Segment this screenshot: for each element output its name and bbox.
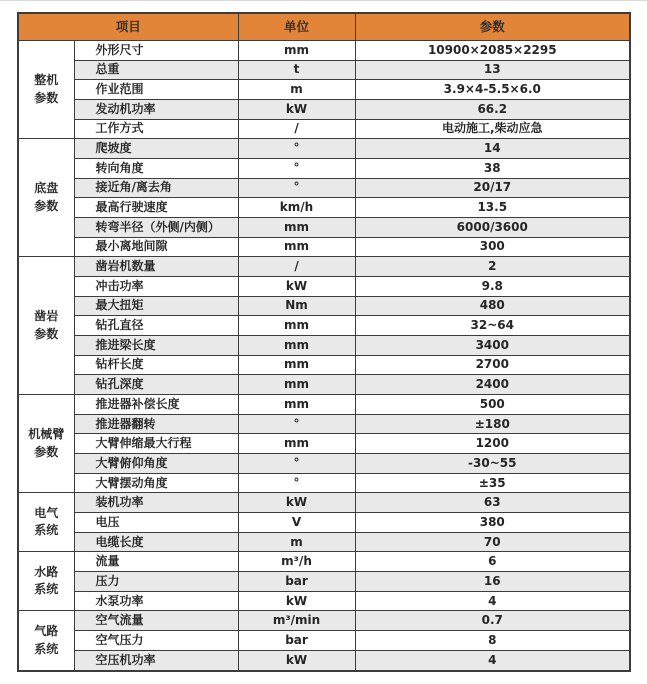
item-cell: 外形尺寸 <box>74 41 238 61</box>
value-cell: 2700 <box>355 355 630 375</box>
unit-cell: mm <box>238 218 355 238</box>
group-label: 底盘 参数 <box>18 139 74 257</box>
group-label: 气路 系统 <box>18 611 74 671</box>
value-cell: 38 <box>355 159 630 179</box>
table-row <box>18 572 630 592</box>
value-cell: 500 <box>355 395 630 415</box>
item-cell: 爬坡度 <box>74 139 238 159</box>
value-cell: 8 <box>355 631 630 651</box>
value-cell: 480 <box>355 296 630 316</box>
value-cell: 9.8 <box>355 277 630 297</box>
table-row <box>18 336 630 356</box>
unit-cell: mm <box>238 237 355 257</box>
value-cell: 63 <box>355 493 630 513</box>
table-row <box>18 473 630 493</box>
item-cell: 空气流量 <box>74 611 238 631</box>
unit-cell: kW <box>238 591 355 611</box>
table-row <box>18 257 630 277</box>
value-cell: 1200 <box>355 434 630 454</box>
value-cell: 10900×2085×2295 <box>355 41 630 61</box>
unit-cell: kW <box>238 493 355 513</box>
table-row <box>18 434 630 454</box>
table-row <box>18 218 630 238</box>
value-cell: 3.9×4-5.5×6.0 <box>355 80 630 100</box>
item-cell: 钻孔深度 <box>74 375 238 395</box>
item-cell: 工作方式 <box>74 119 238 139</box>
unit-cell: ° <box>238 178 355 198</box>
value-cell: 20/17 <box>355 178 630 198</box>
unit-cell: m³/h <box>238 552 355 572</box>
value-cell: 6 <box>355 552 630 572</box>
table-row <box>18 414 630 434</box>
value-cell: 70 <box>355 532 630 552</box>
unit-cell: mm <box>238 434 355 454</box>
unit-cell: ° <box>238 139 355 159</box>
item-cell: 装机功率 <box>74 493 238 513</box>
item-cell: 凿岩机数量 <box>74 257 238 277</box>
item-cell: 钻杆长度 <box>74 355 238 375</box>
value-cell: 电动施工,柴动应急 <box>355 119 630 139</box>
item-cell: 水泵功率 <box>74 591 238 611</box>
value-cell: ±180 <box>355 414 630 434</box>
item-cell: 钻孔直径 <box>74 316 238 336</box>
page-top-divider <box>0 0 647 1</box>
table-row <box>18 631 630 651</box>
header-row <box>18 13 630 41</box>
table-row <box>18 60 630 80</box>
table-row <box>18 277 630 297</box>
unit-cell: mm <box>238 41 355 61</box>
value-cell: 2 <box>355 257 630 277</box>
item-cell: 冲击功率 <box>74 277 238 297</box>
unit-cell: Nm <box>238 296 355 316</box>
value-cell: 13 <box>355 60 630 80</box>
table-row <box>18 552 630 572</box>
unit-cell: bar <box>238 631 355 651</box>
unit-cell: m <box>238 80 355 100</box>
value-cell: 4 <box>355 650 630 671</box>
table-row <box>18 591 630 611</box>
unit-cell: ° <box>238 454 355 474</box>
unit-cell: mm <box>238 316 355 336</box>
unit-cell: kW <box>238 650 355 671</box>
table-row <box>18 198 630 218</box>
unit-cell: kW <box>238 277 355 297</box>
item-cell: 推进梁长度 <box>74 336 238 356</box>
table-row <box>18 159 630 179</box>
unit-cell: km/h <box>238 198 355 218</box>
table-row <box>18 178 630 198</box>
value-cell: 2400 <box>355 375 630 395</box>
unit-cell: mm <box>238 355 355 375</box>
item-cell: 流量 <box>74 552 238 572</box>
item-cell: 转弯半径（外侧/内侧） <box>74 218 238 238</box>
group-label: 凿岩 参数 <box>18 257 74 395</box>
table-row <box>18 454 630 474</box>
table-row <box>18 139 630 159</box>
unit-cell: / <box>238 119 355 139</box>
value-cell: 3400 <box>355 336 630 356</box>
unit-cell: m³/min <box>238 611 355 631</box>
table-row <box>18 611 630 631</box>
item-cell: 作业范围 <box>74 80 238 100</box>
table-row <box>18 532 630 552</box>
unit-cell: bar <box>238 572 355 592</box>
unit-cell: ° <box>238 414 355 434</box>
unit-cell: V <box>238 513 355 533</box>
table-row <box>18 493 630 513</box>
unit-cell: mm <box>238 375 355 395</box>
spec-table-body <box>18 41 630 672</box>
item-cell: 转向角度 <box>74 159 238 179</box>
group-label: 整机 参数 <box>18 41 74 139</box>
item-cell: 压力 <box>74 572 238 592</box>
value-cell: 66.2 <box>355 100 630 120</box>
table-row <box>18 650 630 671</box>
unit-cell: mm <box>238 395 355 415</box>
value-cell: 13.5 <box>355 198 630 218</box>
unit-cell: mm <box>238 336 355 356</box>
table-row <box>18 237 630 257</box>
value-cell: 6000/3600 <box>355 218 630 238</box>
unit-cell: / <box>238 257 355 277</box>
item-cell: 大臂俯仰角度 <box>74 454 238 474</box>
group-label: 水路 系统 <box>18 552 74 611</box>
table-row <box>18 513 630 533</box>
item-cell: 最大扭矩 <box>74 296 238 316</box>
item-cell: 总重 <box>74 60 238 80</box>
table-row <box>18 296 630 316</box>
unit-cell: t <box>238 60 355 80</box>
unit-cell: ° <box>238 159 355 179</box>
item-cell: 电压 <box>74 513 238 533</box>
value-cell: 14 <box>355 139 630 159</box>
item-cell: 电缆长度 <box>74 532 238 552</box>
item-cell: 大臂伸缩最大行程 <box>74 434 238 454</box>
value-cell: 16 <box>355 572 630 592</box>
table-row <box>18 316 630 336</box>
value-cell: 4 <box>355 591 630 611</box>
value-cell: -30~55 <box>355 454 630 474</box>
spec-table <box>17 12 631 672</box>
item-cell: 接近角/离去角 <box>74 178 238 198</box>
value-cell: ±35 <box>355 473 630 493</box>
value-cell: 32~64 <box>355 316 630 336</box>
group-label: 机械臂 参数 <box>18 395 74 493</box>
item-cell: 大臂摆动角度 <box>74 473 238 493</box>
unit-cell: ° <box>238 473 355 493</box>
table-row <box>18 41 630 61</box>
value-cell: 300 <box>355 237 630 257</box>
header-item: 项目 <box>18 13 238 41</box>
item-cell: 推进器翻转 <box>74 414 238 434</box>
group-label: 电气 系统 <box>18 493 74 552</box>
header-unit: 单位 <box>238 13 355 41</box>
table-row <box>18 80 630 100</box>
table-row <box>18 119 630 139</box>
item-cell: 空气压力 <box>74 631 238 651</box>
table-row <box>18 100 630 120</box>
table-row <box>18 355 630 375</box>
item-cell: 推进器补偿长度 <box>74 395 238 415</box>
value-cell: 0.7 <box>355 611 630 631</box>
unit-cell: kW <box>238 100 355 120</box>
item-cell: 发动机功率 <box>74 100 238 120</box>
item-cell: 空压机功率 <box>74 650 238 671</box>
table-row <box>18 395 630 415</box>
item-cell: 最高行驶速度 <box>74 198 238 218</box>
table-row <box>18 375 630 395</box>
header-value: 参数 <box>355 13 630 41</box>
unit-cell: m <box>238 532 355 552</box>
value-cell: 380 <box>355 513 630 533</box>
item-cell: 最小离地间隙 <box>74 237 238 257</box>
